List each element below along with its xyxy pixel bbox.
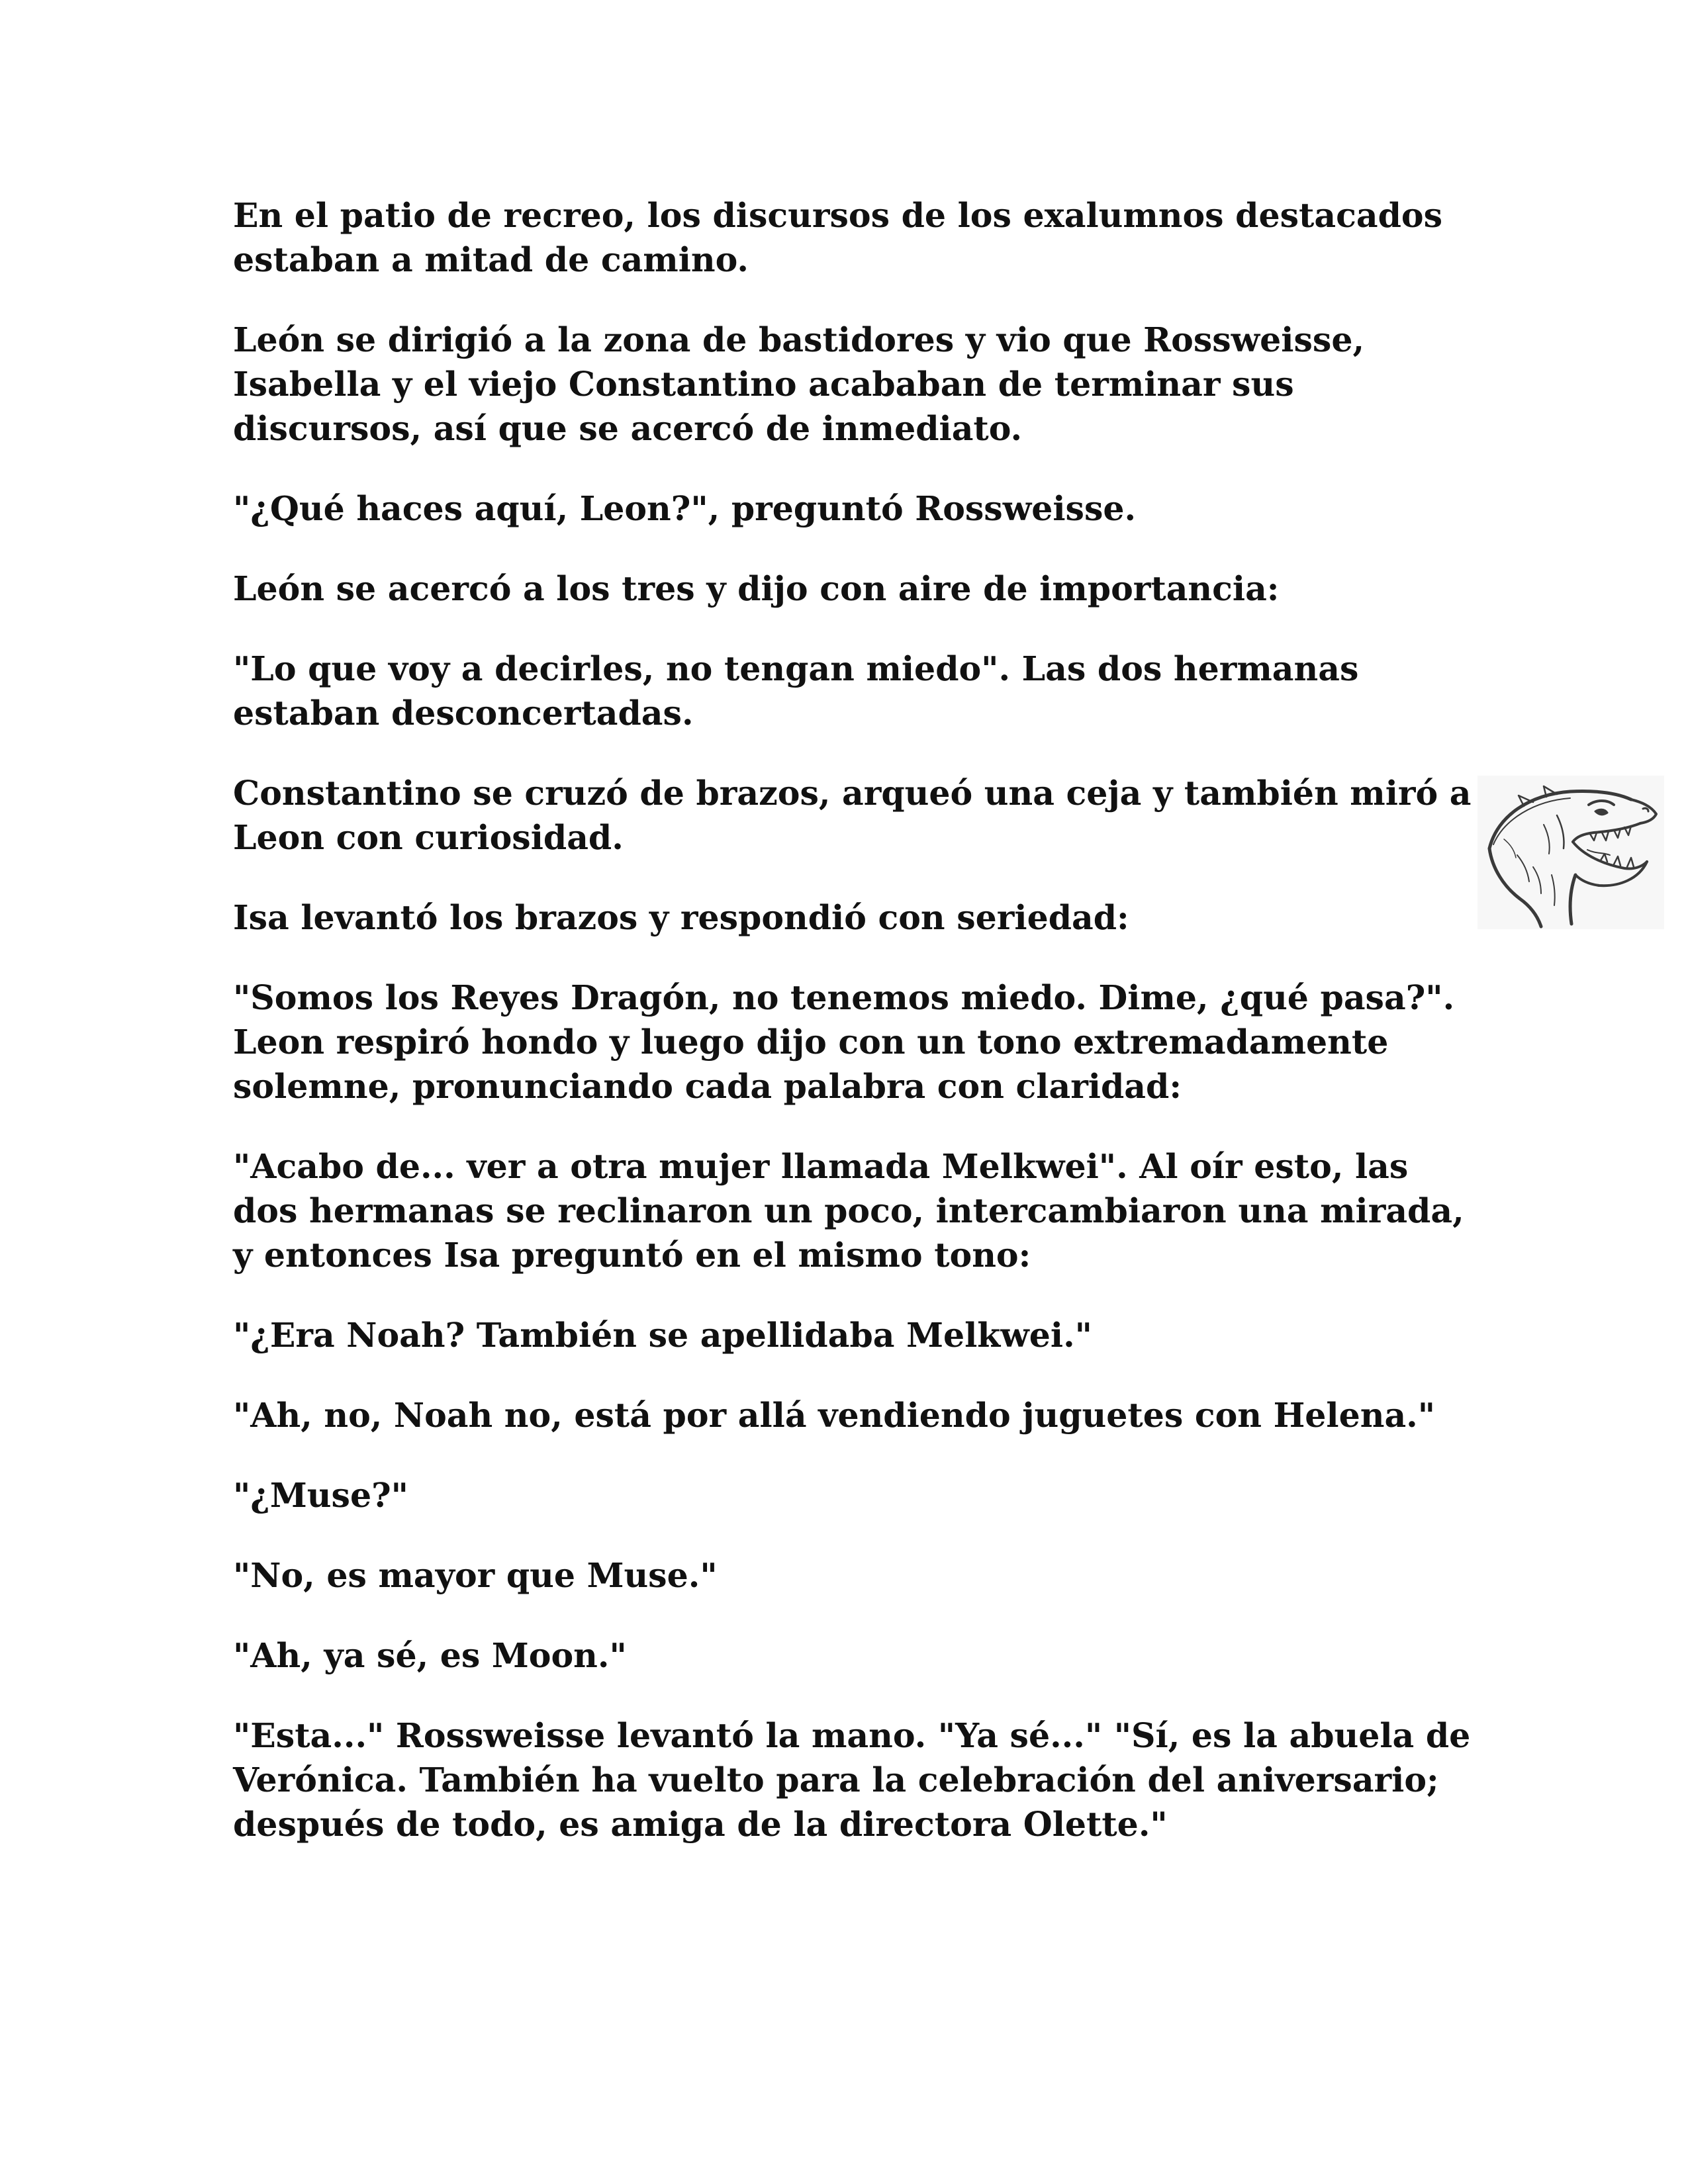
paragraph-1: En el patio de recreo, los discursos de los exalumnos destacados estaban a mitad de camino. [233, 196, 1443, 279]
paragraph-15: "Esta..." Rossweisse levantó la mano. "Ya sé..." "Sí, es la abuela de Verónica. También ha vuelto para la celebración del aniversario; después de todo, es amiga de la directora Olette." [233, 1716, 1471, 1844]
paragraph-10: "¿Era Noah? También se apellidaba Melkwei." [233, 1316, 1092, 1355]
paragraph-6: Constantino se cruzó de brazos, arqueó una ceja y también miró a Leon con curiosidad. [233, 774, 1472, 857]
paragraph-12: "¿Muse?" [233, 1476, 408, 1515]
body-text [233, 193, 1477, 1882]
paragraph-3: "¿Qué haces aquí, Leon?", preguntó Rossweisse. [233, 489, 1137, 528]
paragraph-13: "No, es mayor que Muse." [233, 1556, 718, 1595]
paragraph-4: León se acercó a los tres y dijo con aire de importancia: [233, 569, 1280, 608]
paragraph-2: León se dirigió a la zona de bastidores y vio que Rossweisse, Isabella y el viejo Constantino acababan de terminar sus discursos, así que se acercó de inmediato. [233, 320, 1365, 448]
paragraph-14: "Ah, ya sé, es Moon." [233, 1636, 627, 1675]
dragon-sketch-icon [1477, 776, 1664, 929]
paragraph-9: "Acabo de... ver a otra mujer llamada Melkwei". Al oír esto, las dos hermanas se reclinaron un poco, intercambiaron una mirada, y entonces Isa preguntó en el mismo tono: [233, 1147, 1464, 1275]
paragraph-11: "Ah, no, Noah no, está por allá vendiendo juguetes con Helena." [233, 1396, 1436, 1435]
paragraph-5: "Lo que voy a decirles, no tengan miedo". Las dos hermanas estaban desconcertadas. [233, 649, 1359, 733]
paragraph-7: Isa levantó los brazos y respondió con seriedad: [233, 898, 1129, 937]
paragraph-8: "Somos los Reyes Dragón, no tenemos miedo. Dime, ¿qué pasa?". Leon respiró hondo y luego dijo con un tono extremadamente solemne, pronunciando cada palabra con claridad: [233, 978, 1455, 1106]
